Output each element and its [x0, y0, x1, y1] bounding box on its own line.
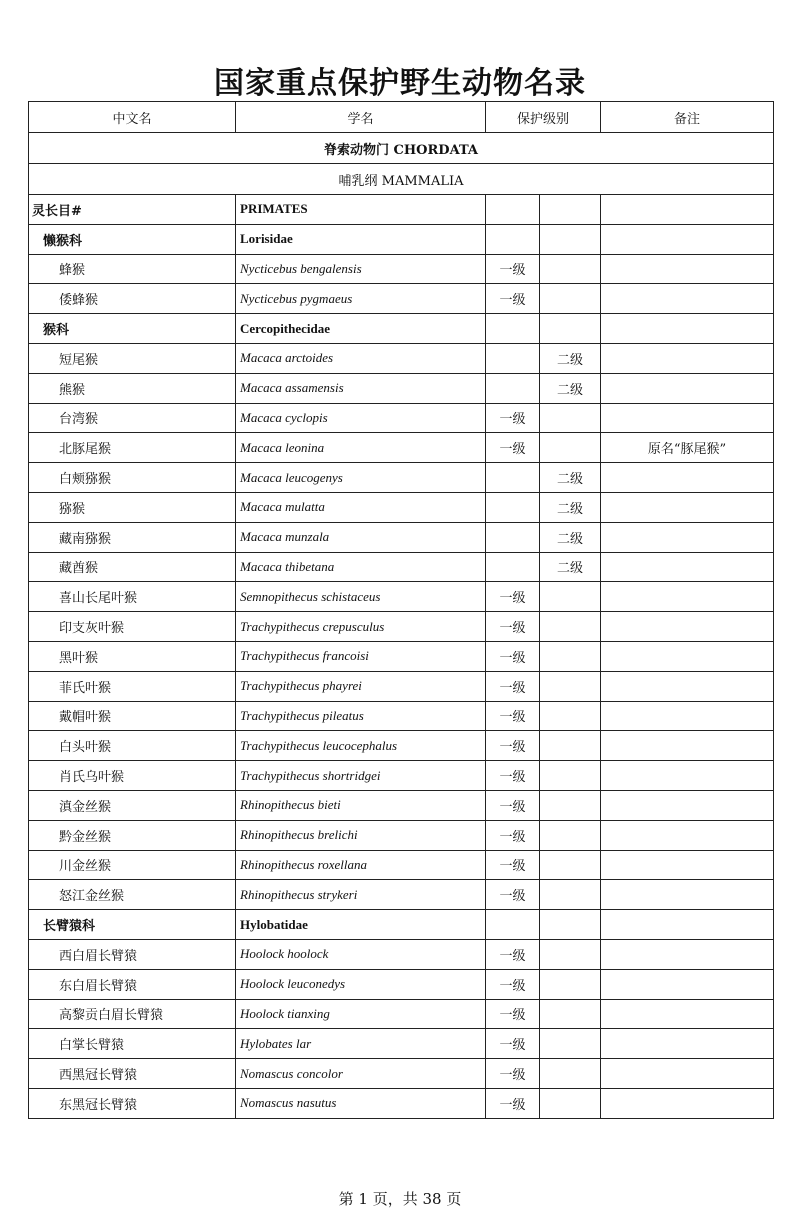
level-one-cell [486, 195, 540, 225]
level-one-cell: 一级 [486, 880, 540, 910]
level-one-cell: 一级 [486, 1059, 540, 1089]
scientific-name: Trachypithecus crepusculus [236, 612, 486, 642]
chinese-name: 滇金丝猴 [29, 790, 236, 820]
page-footer: 第 1 页，共 38 页 [338, 1190, 462, 1208]
scientific-name: Trachypithecus francoisi [236, 641, 486, 671]
scientific-name: Macaca leonina [236, 433, 486, 463]
species-row [29, 850, 774, 880]
scientific-name: Macaca assamensis [236, 373, 486, 403]
level-two-cell: 二级 [540, 522, 601, 552]
scientific-name: Lorisidae [236, 224, 486, 254]
scientific-name: Trachypithecus shortridgei [236, 761, 486, 791]
chinese-name: 猕猴 [29, 492, 236, 522]
level-one-cell [486, 224, 540, 254]
level-two-cell [540, 195, 601, 225]
level-two-cell [540, 790, 601, 820]
scientific-name: Hylobates lar [236, 1029, 486, 1059]
level-two-cell [540, 939, 601, 969]
note-cell [601, 254, 774, 284]
level-one-cell [486, 492, 540, 522]
note-cell [601, 731, 774, 761]
level-two-cell [540, 254, 601, 284]
chinese-name: 藏酋猴 [29, 552, 236, 582]
species-row [29, 641, 774, 671]
level-one-cell [486, 314, 540, 344]
chinese-name: 黔金丝猴 [29, 820, 236, 850]
note-cell [601, 522, 774, 552]
family-row [29, 910, 774, 940]
level-one-cell [486, 522, 540, 552]
level-one-cell: 一级 [486, 731, 540, 761]
level-two-cell [540, 1059, 601, 1089]
species-row [29, 343, 774, 373]
level-one-cell: 一级 [486, 790, 540, 820]
species-row [29, 880, 774, 910]
species-row [29, 492, 774, 522]
note-cell [601, 820, 774, 850]
scientific-name: Trachypithecus leucocephalus [236, 731, 486, 761]
scientific-name: Rhinopithecus brelichi [236, 820, 486, 850]
level-two-cell [540, 284, 601, 314]
note-cell [601, 910, 774, 940]
chinese-name: 印支灰叶猴 [29, 612, 236, 642]
level-two-cell [540, 701, 601, 731]
level-one-cell [486, 910, 540, 940]
scientific-name: Macaca arctoides [236, 343, 486, 373]
level-two-cell: 二级 [540, 373, 601, 403]
chinese-name: 长臂猿科 [29, 910, 236, 940]
note-cell [601, 939, 774, 969]
level-two-cell [540, 999, 601, 1029]
level-two-cell [540, 850, 601, 880]
scientific-name: Hylobatidae [236, 910, 486, 940]
scientific-name: Trachypithecus pileatus [236, 701, 486, 731]
species-row [29, 731, 774, 761]
level-two-cell: 二级 [540, 552, 601, 582]
family-row [29, 224, 774, 254]
level-two-cell: 二级 [540, 463, 601, 493]
level-one-cell [486, 373, 540, 403]
level-two-cell: 二级 [540, 492, 601, 522]
chinese-name: 东白眉长臂猿 [29, 969, 236, 999]
species-row [29, 969, 774, 999]
note-cell [601, 582, 774, 612]
scientific-name: Hoolock tianxing [236, 999, 486, 1029]
chinese-name: 藏南猕猴 [29, 522, 236, 552]
level-one-cell: 一级 [486, 1088, 540, 1118]
note-cell [601, 790, 774, 820]
scientific-name: Trachypithecus phayrei [236, 671, 486, 701]
note-cell [601, 850, 774, 880]
scientific-name: Cercopithecidae [236, 314, 486, 344]
chinese-name: 白颊猕猴 [29, 463, 236, 493]
level-two-cell [540, 224, 601, 254]
species-row [29, 790, 774, 820]
level-two-cell [540, 433, 601, 463]
scientific-name: Macaca leucogenys [236, 463, 486, 493]
species-row [29, 999, 774, 1029]
scientific-name: Nomascus nasutus [236, 1088, 486, 1118]
note-cell [601, 224, 774, 254]
note-cell [601, 492, 774, 522]
level-one-cell: 一级 [486, 641, 540, 671]
level-one-cell: 一级 [486, 612, 540, 642]
note-cell: 原名“豚尾猴” [601, 433, 774, 463]
level-one-cell: 一级 [486, 671, 540, 701]
species-row [29, 284, 774, 314]
scientific-name: Semnopithecus schistaceus [236, 582, 486, 612]
level-one-cell: 一级 [486, 254, 540, 284]
chinese-name: 喜山长尾叶猴 [29, 582, 236, 612]
species-row [29, 433, 774, 463]
scientific-name: Rhinopithecus bieti [236, 790, 486, 820]
species-row [29, 761, 774, 791]
species-row [29, 820, 774, 850]
chinese-name: 黑叶猴 [29, 641, 236, 671]
level-one-cell: 一级 [486, 582, 540, 612]
species-row [29, 612, 774, 642]
scientific-name: Macaca munzala [236, 522, 486, 552]
header-cn: 中文名 [29, 102, 236, 133]
order-row [29, 195, 774, 225]
note-cell [601, 612, 774, 642]
species-row [29, 1029, 774, 1059]
class-row [29, 164, 774, 195]
level-one-cell: 一级 [486, 969, 540, 999]
scientific-name: Macaca thibetana [236, 552, 486, 582]
note-cell [601, 641, 774, 671]
chinese-name: 灵长目# [29, 195, 236, 225]
scientific-name: Nomascus concolor [236, 1059, 486, 1089]
chinese-name: 白掌长臂猿 [29, 1029, 236, 1059]
level-two-cell [540, 612, 601, 642]
family-row [29, 314, 774, 344]
scientific-name: Nycticebus pygmaeus [236, 284, 486, 314]
level-one-cell [486, 552, 540, 582]
species-row [29, 254, 774, 284]
level-one-cell: 一级 [486, 701, 540, 731]
chinese-name: 短尾猴 [29, 343, 236, 373]
level-two-cell [540, 910, 601, 940]
level-two-cell [540, 969, 601, 999]
species-table [28, 101, 774, 1119]
species-row [29, 373, 774, 403]
level-two-cell [540, 731, 601, 761]
note-cell [601, 552, 774, 582]
note-cell [601, 671, 774, 701]
scientific-name: Macaca mulatta [236, 492, 486, 522]
note-cell [601, 701, 774, 731]
level-one-cell: 一级 [486, 820, 540, 850]
species-row [29, 671, 774, 701]
scientific-name: Rhinopithecus strykeri [236, 880, 486, 910]
note-cell [601, 343, 774, 373]
chinese-name: 东黑冠长臂猿 [29, 1088, 236, 1118]
level-one-cell: 一级 [486, 999, 540, 1029]
note-cell [601, 880, 774, 910]
chinese-name: 白头叶猴 [29, 731, 236, 761]
level-one-cell: 一级 [486, 433, 540, 463]
scientific-name: Nycticebus bengalensis [236, 254, 486, 284]
species-row [29, 522, 774, 552]
note-cell [601, 314, 774, 344]
level-one-cell: 一级 [486, 1029, 540, 1059]
note-cell [601, 195, 774, 225]
chinese-name: 猴科 [29, 314, 236, 344]
scientific-name: Macaca cyclopis [236, 403, 486, 433]
level-one-cell: 一级 [486, 761, 540, 791]
level-two-cell [540, 403, 601, 433]
note-cell [601, 403, 774, 433]
level-one-cell: 一级 [486, 850, 540, 880]
level-one-cell [486, 343, 540, 373]
level-two-cell [540, 1029, 601, 1059]
class-label: 哺乳纲 MAMMALIA [29, 164, 774, 195]
note-cell [601, 969, 774, 999]
level-one-cell [486, 463, 540, 493]
species-row [29, 552, 774, 582]
chinese-name: 西黑冠长臂猿 [29, 1059, 236, 1089]
note-cell [601, 1088, 774, 1118]
species-row [29, 1088, 774, 1118]
level-one-cell: 一级 [486, 403, 540, 433]
scientific-name: Rhinopithecus roxellana [236, 850, 486, 880]
level-two-cell [540, 641, 601, 671]
chinese-name: 北豚尾猴 [29, 433, 236, 463]
chinese-name: 台湾猴 [29, 403, 236, 433]
chinese-name: 戴帽叶猴 [29, 701, 236, 731]
header-level: 保护级别 [486, 102, 601, 133]
chinese-name: 高黎贡白眉长臂猿 [29, 999, 236, 1029]
chinese-name: 肖氏乌叶猴 [29, 761, 236, 791]
scientific-name: PRIMATES [236, 195, 486, 225]
species-row [29, 939, 774, 969]
chinese-name: 熊猴 [29, 373, 236, 403]
chinese-name: 菲氏叶猴 [29, 671, 236, 701]
level-two-cell [540, 314, 601, 344]
level-two-cell: 二级 [540, 343, 601, 373]
header-sci: 学名 [236, 102, 486, 133]
level-two-cell [540, 761, 601, 791]
level-two-cell [540, 1088, 601, 1118]
species-row [29, 1059, 774, 1089]
phylum-row [29, 133, 774, 164]
chinese-name: 蜂猴 [29, 254, 236, 284]
chinese-name: 川金丝猴 [29, 850, 236, 880]
chinese-name: 怒江金丝猴 [29, 880, 236, 910]
note-cell [601, 761, 774, 791]
chinese-name: 懒猴科 [29, 224, 236, 254]
level-two-cell [540, 820, 601, 850]
species-row [29, 582, 774, 612]
note-cell [601, 999, 774, 1029]
note-cell [601, 1059, 774, 1089]
species-row [29, 701, 774, 731]
level-two-cell [540, 671, 601, 701]
species-row [29, 403, 774, 433]
page-title: 国家重点保护野生动物名录 [214, 66, 586, 101]
note-cell [601, 1029, 774, 1059]
header-note: 备注 [601, 102, 774, 133]
note-cell [601, 463, 774, 493]
level-two-cell [540, 880, 601, 910]
scientific-name: Hoolock leuconedys [236, 969, 486, 999]
table-header-row [29, 102, 774, 133]
note-cell [601, 284, 774, 314]
level-two-cell [540, 582, 601, 612]
phylum-label: 脊索动物门 CHORDATA [29, 133, 774, 164]
chinese-name: 西白眉长臂猿 [29, 939, 236, 969]
note-cell [601, 373, 774, 403]
chinese-name: 倭蜂猴 [29, 284, 236, 314]
level-one-cell: 一级 [486, 939, 540, 969]
species-row [29, 463, 774, 493]
scientific-name: Hoolock hoolock [236, 939, 486, 969]
level-one-cell: 一级 [486, 284, 540, 314]
